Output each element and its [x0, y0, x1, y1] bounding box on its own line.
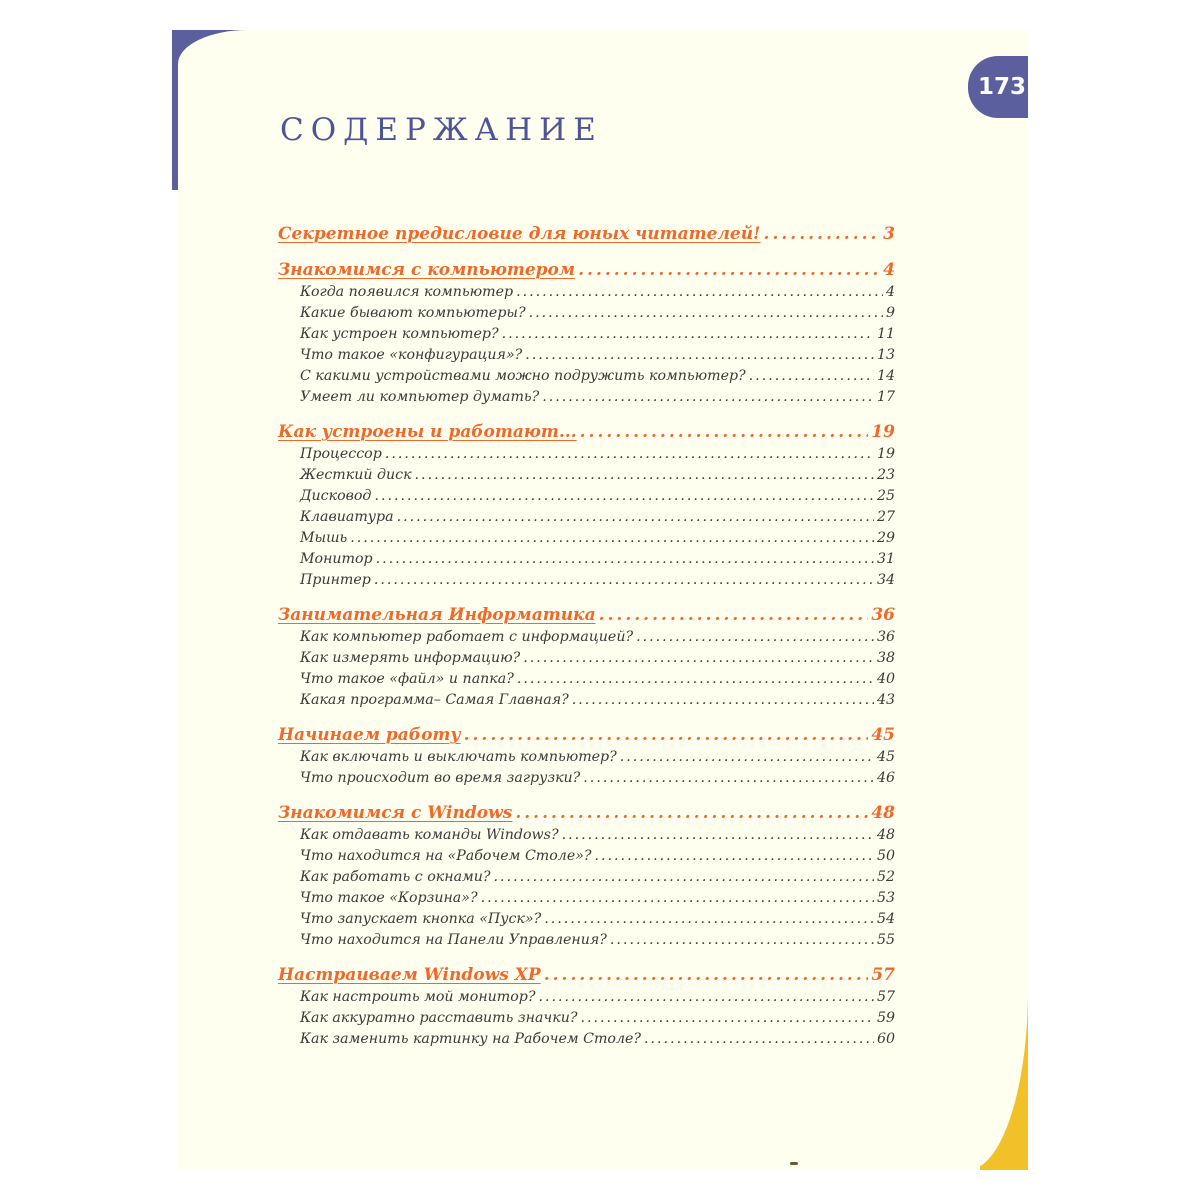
toc-heading-title: Начинаем работу [278, 725, 461, 745]
toc-item-page: 55 [876, 932, 895, 948]
toc-dot-leader [583, 768, 874, 789]
toc-heading-title: Как устроены и работают... [278, 422, 577, 442]
toc-item-title: Что такое «файл» и папка? [300, 671, 514, 687]
toc-item-title: Как аккуратно расставить значки? [300, 1010, 578, 1026]
toc-item-page: 34 [876, 572, 895, 588]
toc-item[interactable] [278, 768, 895, 789]
toc-dot-leader [350, 528, 874, 549]
toc-section-heading[interactable] [278, 964, 895, 987]
toc-item-page: 9 [885, 305, 895, 321]
table-of-contents [278, 223, 895, 1063]
toc-item[interactable] [278, 987, 895, 1008]
toc-item-page: 4 [885, 284, 895, 300]
toc-item-page: 38 [876, 650, 895, 666]
toc-item-title: Как работать с окнами? [300, 869, 491, 885]
toc-dot-leader [544, 909, 874, 930]
toc-item-title: Какие бывают компьютеры? [300, 305, 526, 321]
toc-item-title: Умеет ли компьютер думать? [300, 389, 540, 405]
toc-dot-leader [539, 987, 874, 1008]
toc-item[interactable] [278, 747, 895, 768]
toc-heading-page: 57 [871, 965, 895, 985]
toc-item-page: 14 [876, 368, 895, 384]
toc-dot-leader [376, 549, 874, 570]
toc-heading-title: Знакомимся с компьютером [278, 260, 576, 280]
toc-item-page: 29 [876, 530, 895, 546]
toc-item-page: 48 [876, 827, 895, 843]
toc-item[interactable] [278, 528, 895, 549]
toc-dot-leader [523, 648, 874, 669]
toc-dot-leader [620, 747, 874, 768]
toc-dot-leader [764, 223, 881, 246]
toc-item-page: 11 [876, 326, 895, 342]
toc-item-page: 31 [876, 551, 895, 567]
toc-dot-leader [599, 604, 869, 627]
page-number-badge: 173 [968, 56, 1028, 118]
toc-item[interactable] [278, 324, 895, 345]
toc-item-page: 23 [876, 467, 895, 483]
toc-item-page: 40 [876, 671, 895, 687]
toc-dot-leader [529, 303, 883, 324]
toc-item[interactable] [278, 669, 895, 690]
toc-dot-leader [494, 867, 874, 888]
toc-item-title: Как измерять информацию? [300, 650, 521, 666]
toc-item-title: Как настроить мой монитор? [300, 989, 536, 1005]
toc-item-title: Что запускает кнопка «Пуск»? [300, 911, 542, 927]
toc-dot-leader [385, 444, 874, 465]
toc-section [278, 724, 895, 789]
toc-heading-page: 36 [871, 605, 895, 625]
toc-section-heading[interactable] [278, 802, 895, 825]
toc-section-heading[interactable] [278, 604, 895, 627]
toc-section-heading[interactable] [278, 421, 895, 444]
toc-section-heading[interactable] [278, 259, 895, 282]
toc-dot-leader [636, 627, 874, 648]
toc-item[interactable] [278, 648, 895, 669]
toc-item-title: Что такое «Корзина»? [300, 890, 478, 906]
toc-item[interactable] [278, 1008, 895, 1029]
toc-item-title: Какая программа– Самая Главная? [300, 692, 569, 708]
toc-heading-page: 3 [883, 224, 895, 244]
toc-dot-leader [415, 465, 874, 486]
toc-dot-leader [525, 345, 874, 366]
toc-heading-page: 45 [871, 725, 895, 745]
toc-heading-title: Знакомимся с Windows [278, 803, 513, 823]
toc-item[interactable] [278, 486, 895, 507]
toc-heading-page: 4 [883, 260, 895, 280]
toc-item-title: Что происходит во время загрузки? [300, 770, 581, 786]
toc-item-title: С какими устройствами можно подружить компьютер? [300, 368, 746, 384]
toc-dot-leader [610, 930, 874, 951]
toc-dot-leader [580, 1008, 873, 1029]
toc-dot-leader [578, 259, 880, 282]
toc-item-title: Как заменить картинку на Рабочем Столе? [300, 1031, 642, 1047]
toc-item[interactable] [278, 825, 895, 846]
toc-item[interactable] [278, 507, 895, 528]
toc-dot-leader [464, 724, 869, 747]
toc-section-heading[interactable] [278, 724, 895, 747]
toc-item-title: Как включать и выключать компьютер? [300, 749, 617, 765]
toc-item-title: Когда появился компьютер [300, 284, 514, 300]
toc-item-title: Принтер [300, 572, 371, 588]
toc-item-page: 50 [876, 848, 895, 864]
toc-item-title: Жесткий диск [300, 467, 412, 483]
toc-item[interactable] [278, 1029, 895, 1050]
toc-item-page: 57 [876, 989, 895, 1005]
toc-item-title: Что находится на Панели Управления? [300, 932, 607, 948]
toc-dot-leader [502, 324, 874, 345]
toc-dot-leader [374, 486, 874, 507]
toc-dot-leader [580, 421, 869, 444]
toc-section [278, 604, 895, 711]
toc-item-page: 54 [876, 911, 895, 927]
paper-speck [790, 1162, 798, 1165]
toc-item[interactable] [278, 930, 895, 951]
toc-item[interactable] [278, 627, 895, 648]
toc-heading-title: Занимательная Информатика [278, 605, 596, 625]
toc-item-page: 17 [876, 389, 895, 405]
toc-dot-leader [562, 825, 874, 846]
toc-section-heading[interactable] [278, 223, 895, 246]
toc-item-title: Что находится на «Рабочем Столе»? [300, 848, 592, 864]
toc-section [278, 259, 895, 408]
toc-dot-leader [749, 366, 874, 387]
toc-dot-leader [516, 282, 883, 303]
toc-heading-title: Секретное предисловие для юных читателей! [278, 224, 761, 244]
toc-item[interactable] [278, 690, 895, 711]
toc-item-page: 25 [876, 488, 895, 504]
toc-dot-leader [572, 690, 874, 711]
toc-item[interactable] [278, 867, 895, 888]
toc-heading-title: Настраиваем Windows XP [278, 965, 541, 985]
toc-section [278, 964, 895, 1050]
toc-dot-leader [544, 964, 869, 987]
toc-item[interactable] [278, 465, 895, 486]
toc-item-page: 43 [876, 692, 895, 708]
toc-item[interactable] [278, 282, 895, 303]
toc-item-title: Как отдавать команды Windows? [300, 827, 559, 843]
toc-item[interactable] [278, 909, 895, 930]
toc-item[interactable] [278, 846, 895, 867]
toc-dot-leader [374, 570, 874, 591]
toc-item[interactable] [278, 303, 895, 324]
toc-item-page: 60 [876, 1031, 895, 1047]
toc-dot-leader [595, 846, 874, 867]
toc-section [278, 421, 895, 591]
toc-item-title: Клавиатура [300, 509, 394, 525]
toc-heading-page: 48 [871, 803, 895, 823]
page-title: СОДЕРЖАНИЕ [280, 112, 603, 148]
toc-item-page: 53 [876, 890, 895, 906]
toc-item-page: 52 [876, 869, 895, 885]
toc-item[interactable] [278, 888, 895, 909]
toc-item-page: 45 [876, 749, 895, 765]
toc-item-page: 59 [876, 1010, 895, 1026]
toc-item[interactable] [278, 345, 895, 366]
toc-item[interactable] [278, 444, 895, 465]
toc-heading-page: 19 [871, 422, 895, 442]
toc-item-title: Как устроен компьютер? [300, 326, 499, 342]
toc-item[interactable] [278, 387, 895, 408]
toc-dot-leader [644, 1029, 874, 1050]
toc-item-page: 27 [876, 509, 895, 525]
toc-item-page: 46 [876, 770, 895, 786]
toc-dot-leader [542, 387, 874, 408]
toc-item-page: 36 [876, 629, 895, 645]
toc-item-title: Мышь [300, 530, 348, 546]
toc-item[interactable] [278, 549, 895, 570]
toc-item-title: Что такое «конфигурация»? [300, 347, 523, 363]
toc-item-page: 13 [876, 347, 895, 363]
toc-item[interactable] [278, 570, 895, 591]
toc-dot-leader [481, 888, 874, 909]
toc-dot-leader [517, 669, 874, 690]
toc-item-title: Как компьютер работает с информацией? [300, 629, 634, 645]
toc-item[interactable] [278, 366, 895, 387]
toc-dot-leader [515, 802, 868, 825]
toc-section [278, 802, 895, 951]
toc-section [278, 223, 895, 246]
toc-item-page: 19 [876, 446, 895, 462]
toc-item-title: Монитор [300, 551, 373, 567]
toc-item-title: Дисковод [300, 488, 372, 504]
toc-item-title: Процессор [300, 446, 382, 462]
toc-dot-leader [397, 507, 874, 528]
